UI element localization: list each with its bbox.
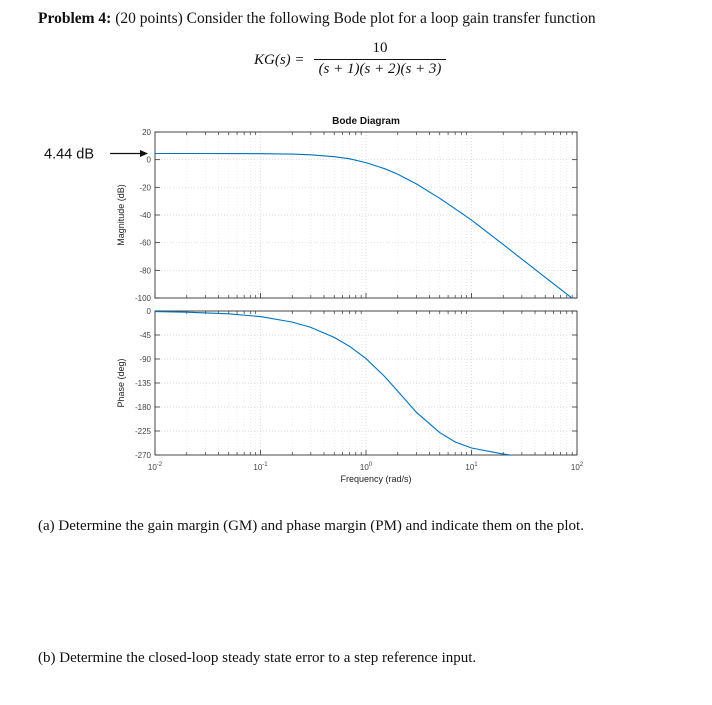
phase-y-tick-label: -90: [139, 355, 151, 364]
question-a: (a) Determine the gain margin (GM) and phase margin (PM) and indicate them on the plot.: [38, 518, 584, 534]
phase-y-tick-label: -45: [139, 331, 151, 340]
magnitude-y-tick-label: -100: [134, 294, 151, 303]
magnitude-y-tick-label: -20: [139, 183, 151, 193]
x-tick-label: $10^0$: [359, 462, 373, 472]
x-tick-label: $10^2$: [570, 462, 584, 472]
annotation-label: 4.44 dB: [44, 146, 94, 163]
magnitude-y-tick-label: -40: [139, 211, 151, 220]
phase-y-tick-label: -225: [134, 427, 151, 436]
equation-numerator: 10: [372, 40, 388, 56]
equation-denominator: (s + 1)(s + 2)(s + 3): [318, 61, 442, 77]
magnitude-ylabel: Magnitude (dB): [116, 184, 126, 246]
phase-panel: [116, 307, 577, 460]
x-tick-label: $10^{-1}$: [253, 462, 268, 472]
magnitude-y-tick-label: 20: [142, 128, 151, 137]
phase-y-tick-label: -270: [134, 451, 151, 460]
magnitude-y-tick-label: -60: [139, 238, 151, 248]
magnitude-panel: [116, 128, 577, 303]
x-tick-label: $10^1$: [465, 462, 478, 472]
chart-title: Bode Diagram: [332, 116, 400, 127]
phase-ylabel: Phase (deg): [116, 358, 126, 408]
problem-text: (20 points) Consider the following Bode plot for a loop gain transfer function: [115, 10, 596, 27]
equation-lhs: KG(s) =: [254, 52, 305, 68]
phase-y-tick-label: -135: [134, 379, 151, 388]
phase-y-tick-label: 0: [146, 307, 151, 316]
problem-label: Problem 4:: [38, 10, 112, 27]
magnitude-y-tick-label: -80: [139, 266, 151, 276]
x-axis-label: Frequency (rad/s): [340, 474, 412, 484]
x-tick-label: $10^{-2}$: [147, 462, 163, 472]
phase-y-tick-label: -180: [134, 403, 151, 412]
question-b: (b) Determine the closed-loop steady state error to a step reference input.: [38, 650, 477, 666]
magnitude-y-tick-label: 0: [146, 155, 151, 165]
